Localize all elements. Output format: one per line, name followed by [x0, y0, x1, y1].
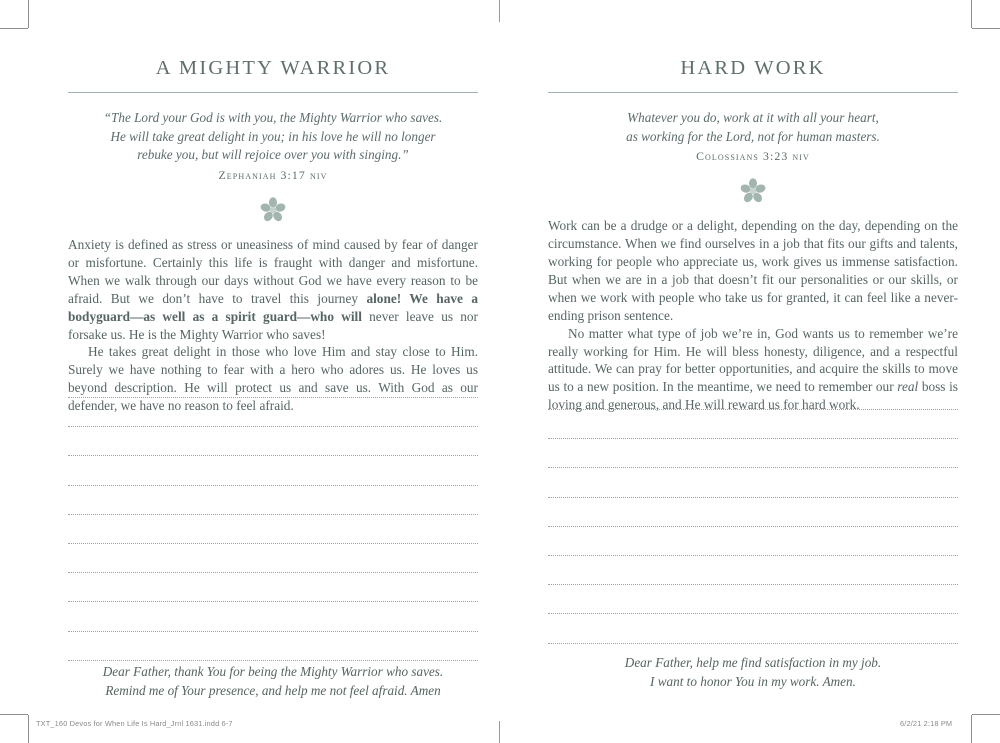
verse-line: rebuke you, but will rejoice over you with singing.”: [137, 147, 409, 163]
writing-line[interactable]: [68, 572, 478, 573]
closing-prayer-right: [548, 653, 958, 691]
text-run: Anxiety is defined as stress or uneasiness of mind caused by fear of danger or misfortune. Certainly this life is fraught with danger and misfortune. When we walk through our days without God we have every reason to be afraid. But we don’t have to travel this journey: [68, 237, 478, 306]
writing-line[interactable]: [548, 409, 958, 410]
writing-line[interactable]: [548, 643, 958, 644]
verse-line: Whatever you do, work at it with all your heart,: [627, 110, 879, 125]
scripture-verse-right: [548, 109, 958, 146]
right-page: [548, 0, 958, 743]
devotional-body-left: [68, 236, 478, 415]
devotional-body-right: [548, 217, 958, 414]
writing-line[interactable]: [548, 555, 958, 556]
closing-prayer-left: [68, 662, 478, 700]
writing-line[interactable]: [68, 660, 478, 661]
text-run: He takes great delight in those who love Him and stay close to Him. Surely we have nothing to fear with a hero who adores us. He loves us beyond description. He will protect us and save us. With God as our defender, we have no reason to feel afraid.: [68, 344, 478, 414]
text-run: No matter what type of job we’re in, God wants us to remember we’re really working for Him. He will bless honesty, diligence, and a respectful attitude. We can pray for better opportunities, and acquire the skills to move us to a new position. In the meantime, we need to remember our: [548, 325, 958, 395]
crop-mark-top-right-vertical: [971, 0, 972, 28]
page-title-right: HARD WORK: [680, 57, 826, 79]
writing-line[interactable]: [548, 467, 958, 468]
print-timestamp: 6/2/21 2:18 PM: [900, 719, 953, 728]
crop-mark-bottom-left-horizontal: [0, 714, 28, 715]
spine-tick-bottom: [499, 721, 500, 743]
prayer-line: Dear Father, thank You for being the Mighty Warrior who saves.: [102, 664, 444, 679]
body-paragraph: [68, 236, 478, 343]
verse-line: “The Lord your God is with you, the Mighty Warrior who saves.: [103, 110, 443, 125]
flower-ornament-right: [548, 177, 958, 205]
scripture-reference-left: Zephaniah 3:17 niv: [218, 168, 328, 183]
writing-lines-left[interactable]: [68, 397, 478, 689]
flower-ornament-left: [68, 196, 478, 224]
writing-line[interactable]: [68, 485, 478, 486]
spine-tick-top: [499, 0, 500, 22]
text-run: never leave us nor forsake us. He is the Mighty Warrior who saves!: [68, 308, 478, 342]
crop-mark-bottom-right-vertical: [971, 715, 972, 743]
prayer-line: Remind me of Your presence, and help me not feel afraid. Amen: [105, 683, 441, 699]
prayer-line: I want to honor You in my work. Amen.: [650, 674, 856, 690]
prayer-line: Dear Father, help me find satisfaction in my job.: [624, 655, 882, 670]
crop-mark-top-left-vertical: [28, 0, 29, 28]
writing-line[interactable]: [548, 526, 958, 527]
left-page: [68, 0, 478, 743]
crop-mark-top-left-horizontal: [0, 28, 28, 29]
text-run-bold: alone! We have a bodyguard—as well as a spirit guard—who will: [68, 290, 478, 324]
writing-line[interactable]: [68, 543, 478, 544]
writing-line[interactable]: [68, 426, 478, 427]
writing-line[interactable]: [548, 497, 958, 498]
writing-line[interactable]: [548, 438, 958, 439]
body-paragraph: [548, 217, 958, 324]
title-rule-left: [68, 92, 478, 93]
crop-mark-bottom-left-vertical: [28, 715, 29, 743]
scripture-reference-right: Colossians 3:23 niv: [696, 149, 810, 164]
print-file-slug: TXT_160 Devos for When Life Is Hard_Jrnl 1631.indd 6-7: [36, 719, 233, 728]
writing-line[interactable]: [68, 631, 478, 632]
verse-line: He will take great delight in you; in his love he will no longer: [110, 128, 436, 144]
writing-line[interactable]: [548, 613, 958, 614]
title-rule-right: [548, 92, 958, 93]
crop-mark-bottom-right-horizontal: [972, 714, 1000, 715]
writing-lines-right[interactable]: [548, 409, 958, 672]
page-title-left: A MIGHTY WARRIOR: [155, 57, 391, 79]
writing-line[interactable]: [68, 514, 478, 515]
crop-mark-top-right-horizontal: [972, 28, 1000, 29]
writing-line[interactable]: [548, 584, 958, 585]
verse-line: as working for the Lord, not for human masters.: [626, 128, 880, 144]
text-run-italic: real: [897, 379, 919, 395]
text-run: boss is loving and generous, and He will reward us for hard work.: [548, 379, 958, 413]
writing-line[interactable]: [68, 397, 478, 398]
text-run: Work can be a drudge or a delight, depending on the day, depending on the circumstance. When we find ourselves in a job that fits our gifts and talents, working for people who appreciate us, work gives us immense satisfaction. But when we are in a job that doesn’t fit our personalities or our skills, or when we work with people who take us for granted, it can feel like a never-ending prison sentence.: [548, 218, 958, 323]
writing-line[interactable]: [68, 601, 478, 602]
scripture-verse-left: [68, 109, 478, 165]
body-paragraph: [548, 325, 958, 414]
writing-line[interactable]: [68, 455, 478, 456]
